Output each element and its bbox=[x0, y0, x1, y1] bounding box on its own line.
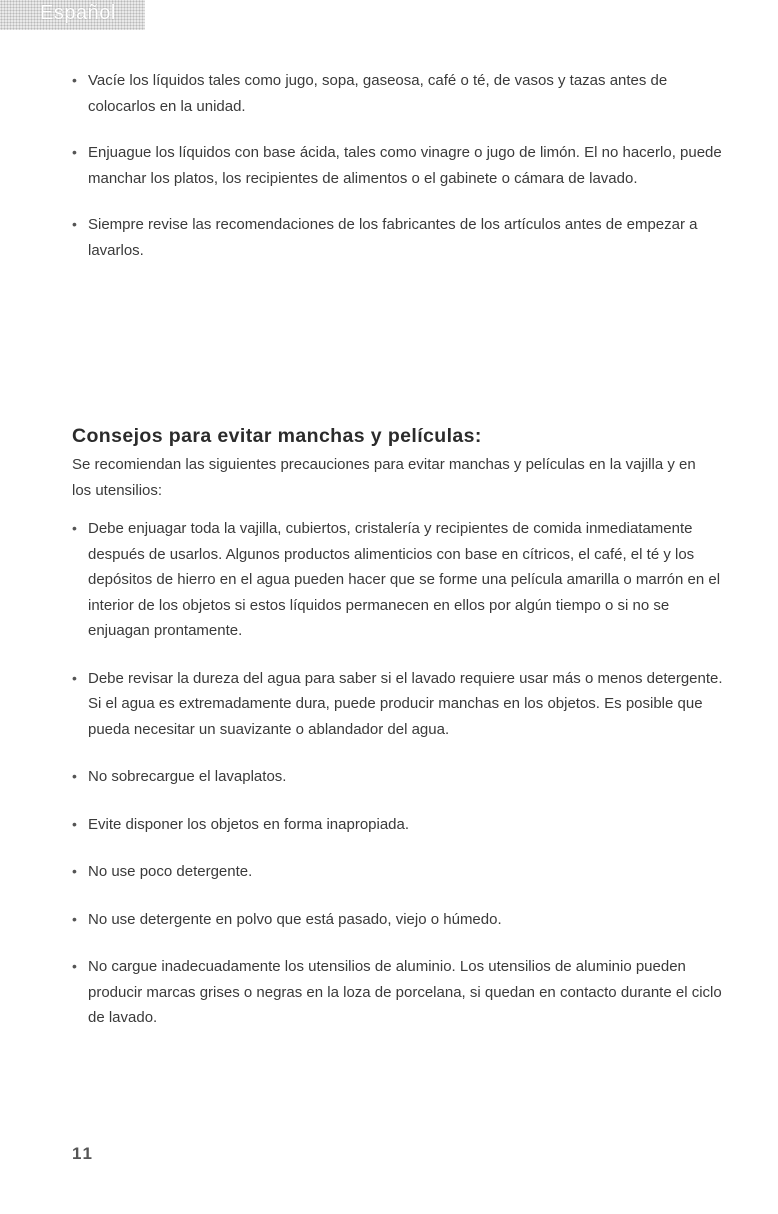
list-item-text: No use poco detergente. bbox=[88, 863, 253, 880]
bullet-icon: • bbox=[72, 72, 77, 88]
list-item bbox=[72, 516, 732, 644]
list-item-text: Siempre revise las recomendaciones de los fabricantes de los artículos antes de empezar a lavarlos. bbox=[88, 216, 698, 259]
tips-list bbox=[72, 516, 732, 1053]
list-item bbox=[72, 68, 732, 119]
page-number: 11 bbox=[72, 1144, 94, 1163]
bullet-icon: • bbox=[72, 144, 77, 160]
list-item bbox=[72, 212, 732, 263]
bullet-icon: • bbox=[72, 815, 77, 832]
bullet-icon: • bbox=[72, 768, 77, 784]
list-item-text: Debe revisar la dureza del agua para saber si el lavado requiere usar más o menos detergente. Si el agua es extremadamente dura, puede producir manchas en los objetos. Es posible que pueda necesitar un suavizante o ablandador del agua. bbox=[88, 669, 723, 738]
section-title: Consejos para evitar manchas y películas: bbox=[72, 425, 482, 447]
list-item bbox=[72, 764, 732, 790]
section-intro: Se recomiendan las siguientes precauciones para evitar manchas y películas en la vajilla y en los utensilios: bbox=[72, 456, 696, 499]
list-item-text: No use detergente en polvo que está pasado, viejo o húmedo. bbox=[88, 910, 502, 928]
bullet-icon: • bbox=[72, 958, 77, 974]
bullet-icon: • bbox=[72, 669, 77, 686]
bullet-icon: • bbox=[72, 216, 77, 232]
list-item-text: No sobrecargue el lavaplatos. bbox=[88, 768, 287, 785]
list-item-text: Evite disponer los objetos en forma inapropiada. bbox=[88, 815, 410, 833]
list-item bbox=[72, 859, 732, 885]
bullet-icon: • bbox=[72, 520, 77, 536]
list-item bbox=[72, 140, 732, 191]
bullet-icon: • bbox=[72, 863, 77, 879]
bullet-icon: • bbox=[72, 910, 77, 927]
list-item-text: Enjuague los líquidos con base ácida, tales como vinagre o jugo de limón. El no hacerlo, puede manchar los platos, los recipientes de alimentos o el gabinete o cámara de lavado. bbox=[88, 144, 722, 187]
list-item-text: Debe enjuagar toda la vajilla, cubiertos, cristalería y recipientes de comida inmediatamente después de usarlos. Algunos productos alimenticios con base en cítricos, el café, el té y los depósitos de hierro en el agua pueden hacer que se forme una película amarilla o marrón en el interior de los objetos si estos líquidos permanecen en ellos por algún tiempo o si no se enjuagan prontamente. bbox=[88, 520, 721, 639]
list-item-text: Vacíe los líquidos tales como jugo, sopa, gaseosa, café o té, de vasos y tazas antes de colocarlos en la unidad. bbox=[88, 72, 668, 115]
language-tab: Español bbox=[0, 0, 145, 30]
precautions-list bbox=[72, 68, 732, 284]
list-item bbox=[72, 666, 732, 743]
list-item-text: No cargue inadecuadamente los utensilios de aluminio. Los utensilios de aluminio pueden producir marcas grises o negras en la loza de porcelana, si quedan en contacto durante el ciclo de lavado. bbox=[88, 958, 722, 1026]
list-item bbox=[72, 907, 732, 933]
list-item bbox=[72, 954, 732, 1031]
list-item bbox=[72, 812, 732, 838]
